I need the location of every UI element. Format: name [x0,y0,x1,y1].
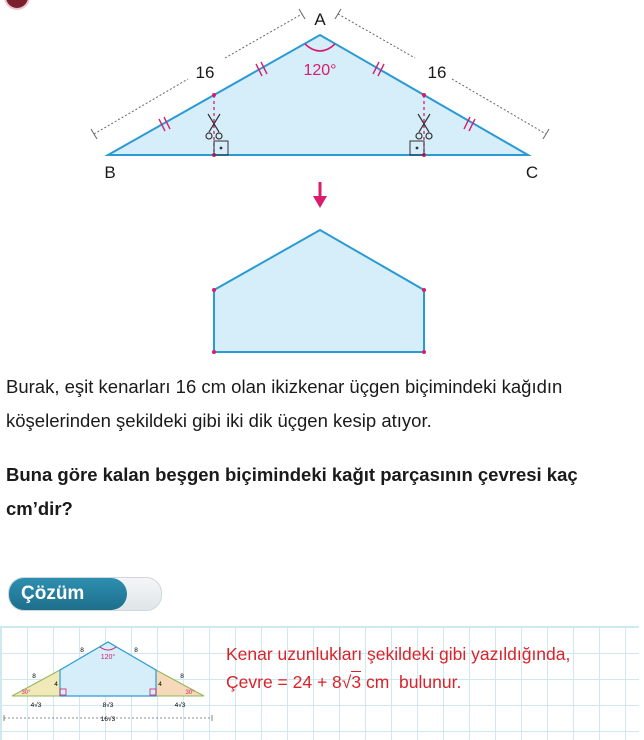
sqrt-sign: √ [341,672,352,692]
side-label-left: 16 [195,63,215,82]
sol-total-base: 16√3 [100,716,116,723]
solution-text [226,640,636,696]
solution-line-2-suffix: cm bulunur. [361,672,462,692]
sol-left-height: 4 [54,681,58,688]
solution-diagram [0,626,226,739]
sol-top-right: 8 [134,647,138,654]
sol-right-height: 4 [158,681,162,688]
sol-right-side: 8 [180,673,184,680]
solution-tab-label: Çözüm [9,578,127,610]
problem-text: Burak, eşit kenarları 16 cm olan ikizkenar üçgen biçimindeki kağıdın köşelerinden şekildeki gibi iki dik üçgen kesip atıyor. [6,376,563,431]
sol-top-left: 8 [80,647,84,654]
problem-diagram [0,0,644,365]
side-label-right: 16 [427,63,447,82]
sol-right-angle: 30° [185,690,195,696]
arrow-down-icon [313,182,327,208]
sol-triangle-left [12,670,60,696]
pentagon-shape [214,230,424,352]
sol-left-angle: 30° [21,690,31,696]
apex-angle-label: 120° [303,62,337,79]
question-text: Buna göre kalan beşgen biçimindeki kağıt parçasının çevresi kaç cm’dir? [6,464,578,519]
sol-left-side: 8 [32,673,36,680]
sol-mid-base: 8√3 [102,702,114,709]
solution-line-2-prefix: Çevre = 24 + 8 [226,672,342,692]
triangle-abc [108,35,528,155]
solution-line-2-root: 3 [351,672,362,692]
sol-right-base: 4√3 [174,702,186,709]
solution-line-1: Kenar uzunlukları şekildeki gibi yazıldığında, [226,644,571,664]
vertex-label-b: B [104,163,116,182]
vertex-label-c: C [525,163,539,182]
sol-left-base: 4√3 [30,702,42,709]
vertex-label-a: A [314,10,326,29]
solution-line-2 [226,668,636,696]
sol-apex-angle: 120° [100,654,116,661]
solution-tab[interactable] [8,577,162,611]
